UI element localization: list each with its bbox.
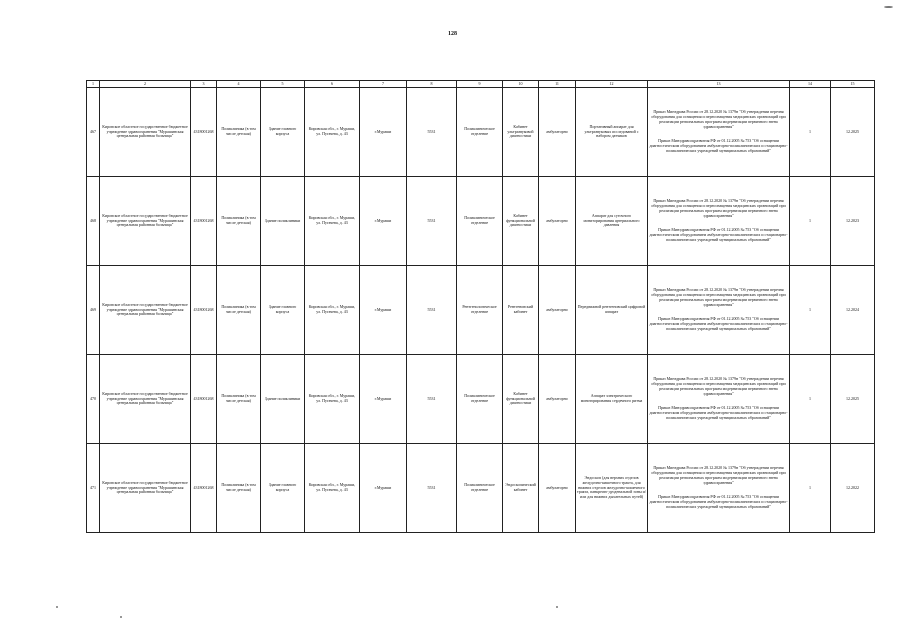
row-number: 467	[87, 88, 100, 177]
department: Поликлиническое отделение	[457, 355, 503, 444]
city: г.Мураши	[360, 355, 407, 444]
address: Кировская обл., г. Мураши, ул. Пугачева, д. 43	[305, 355, 360, 444]
code: 5531	[407, 444, 457, 533]
code: 5531	[407, 355, 457, 444]
care-conditions: амбулаторно	[539, 355, 576, 444]
column-number: 6	[305, 81, 360, 88]
column-number: 11	[539, 81, 576, 88]
equipment-name: Аппарат для суточного мониторирования артериального давления	[576, 177, 648, 266]
regulation-order-2: Приказ Минздравсоцразвития РФ от 01.12.2005 № 753 "Об оснащении диагностическим оборудованием амбулаторно-поликлинических и стационарно-поликлинических учреждений муниципальных образований"	[649, 405, 788, 420]
organization-inn: 4318001268	[191, 444, 217, 533]
department: Поликлиническое отделение	[457, 88, 503, 177]
quantity: 1	[790, 177, 831, 266]
address: Кировская обл., г. Мураши, ул. Пугачева, д. 43	[305, 444, 360, 533]
table-row	[87, 266, 875, 355]
row-number: 470	[87, 355, 100, 444]
care-conditions: амбулаторно	[539, 444, 576, 533]
column-number: 7	[360, 81, 407, 88]
address: Кировская обл., г. Мураши, ул. Пугачева, д. 43	[305, 266, 360, 355]
regulation	[648, 266, 790, 355]
building: Здание поликлиники	[261, 355, 305, 444]
row-number: 469	[87, 266, 100, 355]
delivery-date: 12.2025	[831, 355, 875, 444]
table-row	[87, 177, 875, 266]
city: г.Мураши	[360, 444, 407, 533]
regulation-order-1: Приказ Минздрава России от 28.12.2020 № 1379н "Об утверждении перечня оборудования для оснащения и переоснащения медицинских организаций при реализации региональных программ модернизации первичного звена здравоохранения"	[651, 109, 786, 129]
city: г.Мураши	[360, 88, 407, 177]
regulation-order-2: Приказ Минздравсоцразвития РФ от 01.12.2005 № 753 "Об оснащении диагностическим оборудованием амбулаторно-поликлинических и стационарно-поликлинических учреждений муниципальных образований"	[649, 227, 788, 242]
column-number: 4	[217, 81, 261, 88]
organization-name: Кировское областное государственное бюджетное учреждение здравоохранения "Мурашинская центральная районная больница"	[100, 266, 191, 355]
delivery-date: 12.2022	[831, 444, 875, 533]
delivery-date: 12.2024	[831, 266, 875, 355]
address: Кировская обл., г. Мураши, ул. Пугачева, д. 43	[305, 177, 360, 266]
delivery-date: 12.2023	[831, 177, 875, 266]
regulation	[648, 88, 790, 177]
regulation-order-2: Приказ Минздравсоцразвития РФ от 01.12.2005 № 753 "Об оснащении диагностическим оборудованием амбулаторно-поликлинических и стационарно-поликлинических учреждений муниципальных образований"	[649, 138, 788, 153]
regulation	[648, 355, 790, 444]
column-number: 5	[261, 81, 305, 88]
address: Кировская обл., г. Мураши, ул. Пугачева, д. 43	[305, 88, 360, 177]
code: 5531	[407, 88, 457, 177]
department: Рентгенологическое отделение	[457, 266, 503, 355]
code: 5531	[407, 266, 457, 355]
division: Поликлиника (в том числе детская)	[217, 444, 261, 533]
column-number: 12	[576, 81, 648, 88]
column-number: 15	[831, 81, 875, 88]
cabinet: Рентгеновский кабинет	[503, 266, 539, 355]
division: Поликлиника (в том числе детская)	[217, 355, 261, 444]
table-row	[87, 88, 875, 177]
building: Здание поликлиники	[261, 177, 305, 266]
table-row	[87, 444, 875, 533]
quantity: 1	[790, 355, 831, 444]
equipment-name: Эндоскоп (для верхних отделов желудочно-кишечного тракта, для нижних отделов желудочно-кишечного тракта, панкреато-дуоденальной зоны и/или для нижних дыхательных путей)	[576, 444, 648, 533]
department: Поликлиническое отделение	[457, 444, 503, 533]
equipment-table	[86, 80, 875, 533]
regulation	[648, 444, 790, 533]
cabinet: Эндоскопический кабинет	[503, 444, 539, 533]
city: г.Мураши	[360, 177, 407, 266]
regulation-order-2: Приказ Минздравсоцразвития РФ от 01.12.2005 № 753 "Об оснащении диагностическим оборудованием амбулаторно-поликлинических и стационарно-поликлинических учреждений муниципальных образований"	[649, 494, 788, 509]
column-number: 2	[100, 81, 191, 88]
column-number: 14	[790, 81, 831, 88]
organization-name: Кировское областное государственное бюджетное учреждение здравоохранения "Мурашинская центральная районная больница"	[100, 355, 191, 444]
quantity: 1	[790, 88, 831, 177]
regulation-order-1: Приказ Минздрава России от 28.12.2020 № 1379н "Об утверждении перечня оборудования для оснащения и переоснащения медицинских организаций при реализации региональных программ модернизации первичного звена здравоохранения"	[651, 465, 786, 485]
organization-inn: 4318001268	[191, 355, 217, 444]
organization-name: Кировское областное государственное бюджетное учреждение здравоохранения "Мурашинская центральная районная больница"	[100, 444, 191, 533]
regulation-order-1: Приказ Минздрава России от 28.12.2020 № 1379н "Об утверждении перечня оборудования для оснащения и переоснащения медицинских организаций при реализации региональных программ модернизации первичного звена здравоохранения"	[651, 198, 786, 218]
column-number: 13	[648, 81, 790, 88]
cabinet: Кабинет функциональной диагностики	[503, 355, 539, 444]
page-number: 128	[448, 31, 457, 37]
division: Поликлиника (в том числе детская)	[217, 88, 261, 177]
cabinet: Кабинет функциональной диагностики	[503, 177, 539, 266]
table-row	[87, 355, 875, 444]
delivery-date: 12.2025	[831, 88, 875, 177]
regulation-order-1: Приказ Минздрава России от 28.12.2020 № 1379н "Об утверждении перечня оборудования для оснащения и переоснащения медицинских организаций при реализации региональных программ модернизации первичного звена здравоохранения"	[651, 287, 786, 307]
organization-inn: 4318001268	[191, 266, 217, 355]
column-number: 10	[503, 81, 539, 88]
division: Поликлиника (в том числе детская)	[217, 177, 261, 266]
regulation-order-2: Приказ Минздравсоцразвития РФ от 01.12.2005 № 753 "Об оснащении диагностическим оборудованием амбулаторно-поликлинических и стационарно-поликлинических учреждений муниципальных образований"	[649, 316, 788, 331]
equipment-name: Портативный аппарат для ультразвуковых исследований с набором датчиков	[576, 88, 648, 177]
column-number: 8	[407, 81, 457, 88]
organization-inn: 4318001268	[191, 177, 217, 266]
care-conditions: амбулаторно	[539, 266, 576, 355]
column-number-row	[87, 81, 875, 88]
column-number: 3	[191, 81, 217, 88]
division: Поликлиника (в том числе детская)	[217, 266, 261, 355]
city: г.Мураши	[360, 266, 407, 355]
row-number: 468	[87, 177, 100, 266]
column-number: 1	[87, 81, 100, 88]
organization-name: Кировское областное государственное бюджетное учреждение здравоохранения "Мурашинская центральная районная больница"	[100, 177, 191, 266]
row-number: 471	[87, 444, 100, 533]
regulation	[648, 177, 790, 266]
department: Поликлиническое отделение	[457, 177, 503, 266]
cabinet: Кабинет ультразвуковой диагностики	[503, 88, 539, 177]
building: Здание главного корпуса	[261, 88, 305, 177]
column-number: 9	[457, 81, 503, 88]
code: 5531	[407, 177, 457, 266]
care-conditions: амбулаторно	[539, 88, 576, 177]
regulation-order-1: Приказ Минздрава России от 28.12.2020 № 1379н "Об утверждении перечня оборудования для оснащения и переоснащения медицинских организаций при реализации региональных программ модернизации первичного звена здравоохранения"	[651, 376, 786, 396]
building: Здание главного корпуса	[261, 266, 305, 355]
equipment-name: Передвижной рентгеновский цифровой аппарат	[576, 266, 648, 355]
care-conditions: амбулаторно	[539, 177, 576, 266]
quantity: 1	[790, 444, 831, 533]
organization-name: Кировское областное государственное бюджетное учреждение здравоохранения "Мурашинская центральная районная больница"	[100, 88, 191, 177]
quantity: 1	[790, 266, 831, 355]
building: Здание главного корпуса	[261, 444, 305, 533]
organization-inn: 4318001268	[191, 88, 217, 177]
equipment-name: Аппарат электрического мониторирования сердечного ритма	[576, 355, 648, 444]
